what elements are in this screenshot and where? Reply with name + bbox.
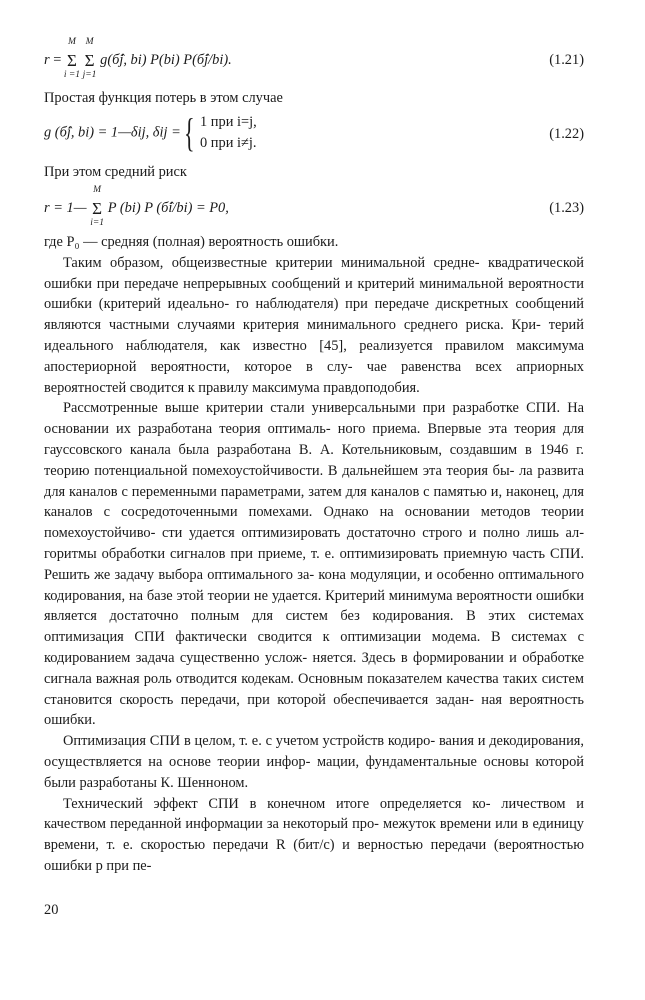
page-number: 20 <box>44 902 59 918</box>
eq1-number: (1.21) <box>549 52 584 68</box>
equation-1-21: r = Σ M i =1 Σ M j=1 g(б̂j, bi) P(bi) P(б̂j/bi). (1.21) <box>44 37 584 80</box>
paragraph-shannon: Оптимизация СПИ в целом, т. е. с учетом устройств кодиро- вания и декодирования, осуществляется на основе теории инфор- мации, фундаментальные основы которой были разработаны К. Шенноном. <box>44 733 585 791</box>
sum-symbol-j: Σ M j=1 <box>82 37 97 80</box>
equation-1-23 <box>44 185 584 228</box>
eq2-lhs: g (б̂j, bi) = 1—δij, δij = <box>44 124 181 141</box>
paragraph-technical-effect: Технический эффект СПИ в конечном итоге определяется ко- личеством и качеством переданной информации за некоторый про- межуток времени или в единицу времени, т. е. скоростью передачи R (бит/с) и верностью передачи (вероятностью ошибки p при пе- <box>44 795 585 874</box>
paragraph-p0: где P₀ — средняя (полная) вероятность ошибки. <box>44 234 339 250</box>
eq1-term: g(б̂j, bi) P(bi) P(б̂j/bi). <box>100 52 232 68</box>
eq2-cases <box>200 112 257 154</box>
eq2-case-2: 0 при i≠j. <box>200 135 257 151</box>
sum-symbol-i: Σ M i=1 <box>90 185 105 228</box>
eq3-intro: При этом средний риск <box>44 164 187 180</box>
eq3-term: P (bi) P (б̂i/bi) = P0, <box>107 200 229 216</box>
eq2-number: (1.22) <box>549 126 584 142</box>
eq2-intro: Простая функция потерь в этом случае <box>44 90 283 106</box>
equation-1-22 <box>44 112 584 156</box>
brace-symbol: { <box>184 110 195 155</box>
body-text <box>44 232 584 877</box>
paragraph-summary: Таким образом, общеизвестные критерии минимальной средне- квадратической ошибки при передаче непрерывных сообщений и критерий минимальной вероятности ошибки (критерий идеально- го наблюдателя) при передаче дискретных сообщений являются частными случаями критерия минимального среднего риска. Кри- терий идеального наблюдателя, как известно [45], реализуется правилом максимума апостериорной вероятности, которое в слу- чае равенства всех априорных вероятностей сводится к правилу максимума правдоподобия. <box>44 254 584 396</box>
eq2-case-1: 1 при i=j, <box>200 114 257 130</box>
eq3-number: (1.23) <box>549 200 584 216</box>
sum-symbol-i: Σ M i =1 <box>63 37 81 80</box>
paragraph-criteria: Рассмотренные выше критерии стали универсальными при разработке СПИ. На основании их разработана теория оптималь- ного приема. Впервые эта теория для гауссовского канала была разработана В. А. Котельниковым, создавшим в 1946 г. теорию потенциальной помехоустойчивости. В дальнейшем эта теория бы- ла развита для каналов с переменными параметрами, затем для каналов с памятью и, наконец, для каналов с сосредоточенными помехами. Однако на основании методов теории помехоустойчиво- сти удается оптимизировать достаточно строго и полно лишь ал- горитмы обработки сигналов при приеме, т. е. оптимизировать приемную часть СПИ. Решить же задачу выбора оптимального за- кона модуляции, и особенно оптимального кодирования, на базе этой теории не удается. Критерий минимума вероятности ошибки является достаточно полным для систем без кодирования. В этих системах оптимизация СПИ фактически сводится к оптимизации модема. В системах с кодированием задача существенно услож- няется. Здесь в формировании и обработке сигнала важная роль отводится кодекам. Основным показателем качества таких систем становится скорость передачи, при которой обеспечивается задан- ная вероятность ошибки. <box>44 400 585 729</box>
eq1-lhs: r <box>44 52 50 68</box>
eq3-lhs: r = 1— <box>44 200 87 216</box>
